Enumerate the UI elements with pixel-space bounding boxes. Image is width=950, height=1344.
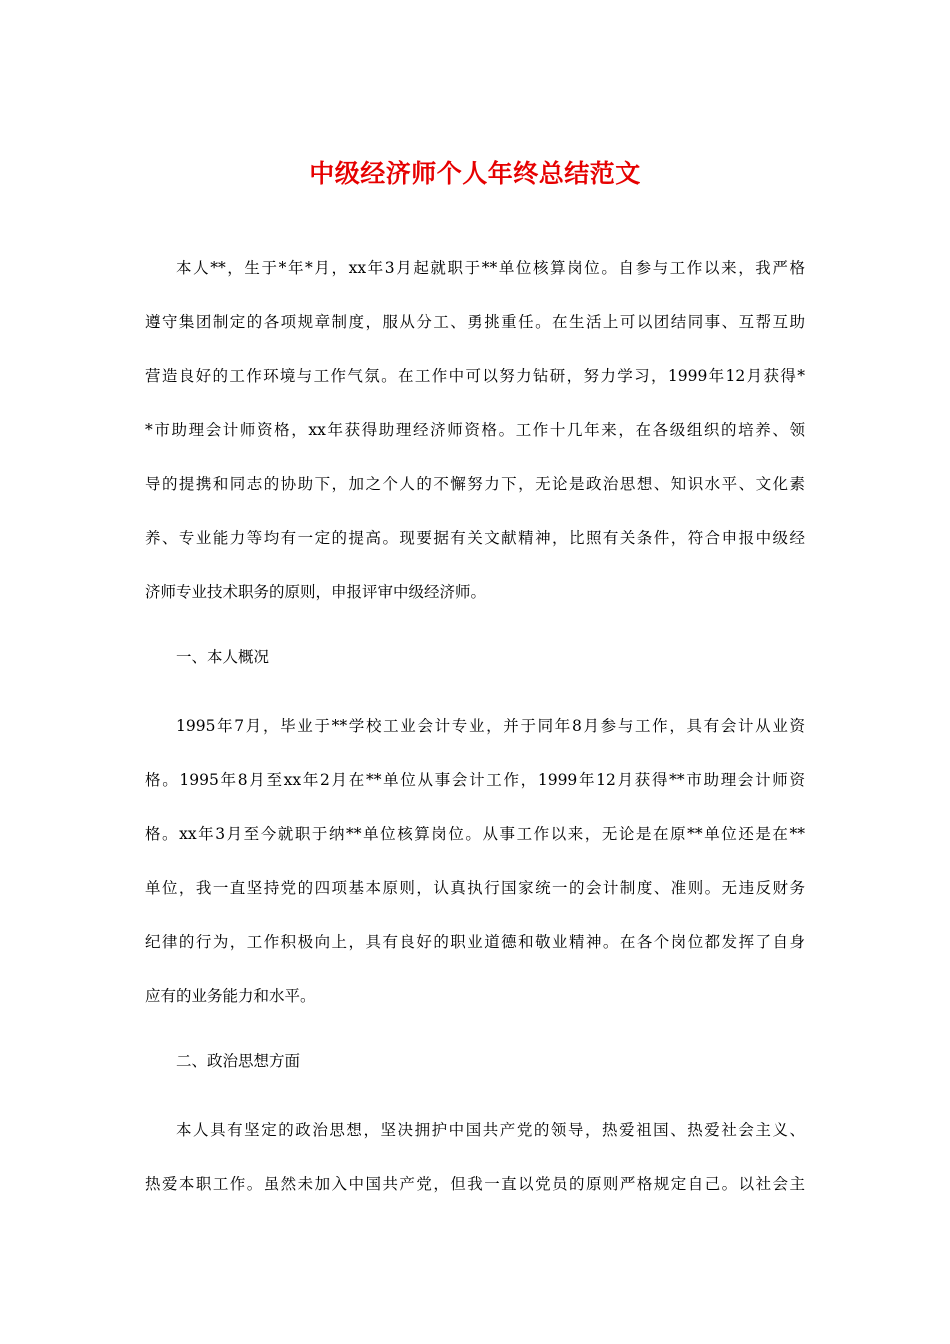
paragraph-line: 养、专业能力等均有一定的提高。现要据有关文献精神，比照有关条件，符合申报中级经 bbox=[145, 529, 805, 547]
section-heading: 二、政治思想方面 bbox=[176, 1052, 301, 1070]
paragraph-line: 1995年7月，毕业于**学校工业会计专业，并于同年8月参与工作，具有会计从业资 bbox=[176, 717, 805, 735]
paragraph-line: 本人具有坚定的政治思想，坚决拥护中国共产党的领导，热爱祖国、热爱社会主义、 bbox=[176, 1121, 805, 1139]
section-heading: 一、本人概况 bbox=[176, 648, 270, 666]
paragraph-line: 应有的业务能力和水平。 bbox=[145, 987, 316, 1005]
document-title: 中级经济师个人年终总结范文 bbox=[309, 159, 641, 188]
paragraph-line: 本人**，生于*年*月，xx年3月起就职于**单位核算岗位。自参与工作以来，我严格 bbox=[176, 259, 805, 277]
paragraph-line: 导的提携和同志的协助下，加之个人的不懈努力下，无论是政治思想、知识水平、文化素 bbox=[145, 475, 805, 493]
paragraph-line: 营造良好的工作环境与工作气氛。在工作中可以努力钻研，努力学习，1999年12月获得* bbox=[145, 367, 805, 385]
paragraph-line: 济师专业技术职务的原则，申报评审中级经济师。 bbox=[145, 583, 487, 601]
paragraph-line: 单位，我一直坚持党的四项基本原则，认真执行国家统一的会计制度、准则。无违反财务 bbox=[145, 879, 805, 897]
paragraph-line: 遵守集团制定的各项规章制度，服从分工、勇挑重任。在生活上可以团结同事、互帮互助 bbox=[145, 313, 805, 331]
paragraph-line: 热爱本职工作。虽然未加入中国共产党，但我一直以党员的原则严格规定自己。以社会主 bbox=[145, 1175, 805, 1193]
paragraph-line: 格。xx年3月至今就职于纳**单位核算岗位。从事工作以来，无论是在原**单位还是在** bbox=[145, 825, 805, 843]
paragraph-line: *市助理会计师资格，xx年获得助理经济师资格。工作十几年来，在各级组织的培养、领 bbox=[145, 421, 805, 439]
paragraph-line: 纪律的行为，工作积极向上，具有良好的职业道德和敬业精神。在各个岗位都发挥了自身 bbox=[145, 933, 805, 951]
paragraph-line: 格。1995年8月至xx年2月在**单位从事会计工作，1999年12月获得**市助理会计师资 bbox=[145, 771, 805, 789]
